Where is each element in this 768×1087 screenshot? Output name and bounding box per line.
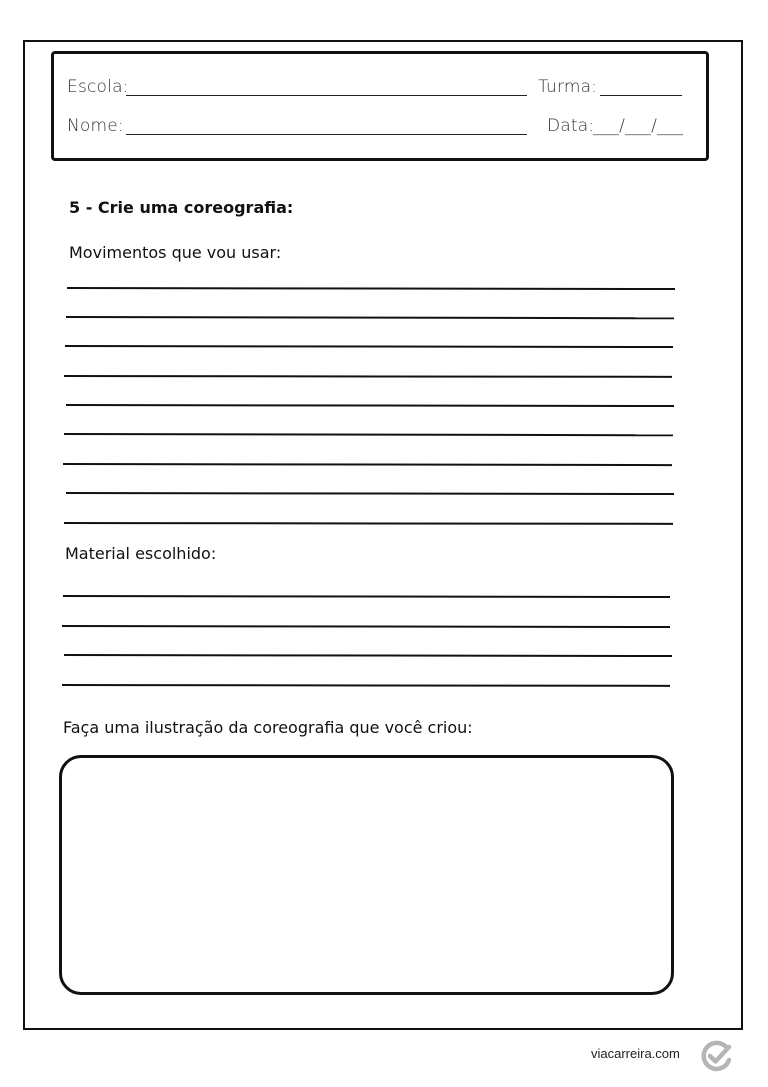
escola-field[interactable] — [126, 95, 527, 96]
date-field[interactable]: ___/___/___ — [593, 116, 684, 136]
data-label: Data: — [547, 116, 595, 136]
student-info-box — [51, 51, 709, 161]
brand-text: viacarreira.com — [591, 1046, 680, 1061]
escola-label: Escola: — [67, 77, 129, 97]
turma-field[interactable] — [600, 95, 682, 96]
checkmark-logo-icon — [700, 1039, 734, 1073]
activity-heading: 5 - Crie uma coreografia: — [69, 198, 294, 217]
turma-label: Turma: — [538, 77, 598, 97]
illustration-label: Faça uma ilustração da coreografia que você criou: — [63, 718, 473, 737]
illustration-box[interactable] — [59, 755, 674, 995]
movements-label: Movimentos que vou usar: — [69, 243, 282, 262]
material-label: Material escolhido: — [65, 544, 217, 563]
nome-field[interactable] — [126, 134, 527, 135]
nome-label: Nome: — [67, 116, 124, 136]
